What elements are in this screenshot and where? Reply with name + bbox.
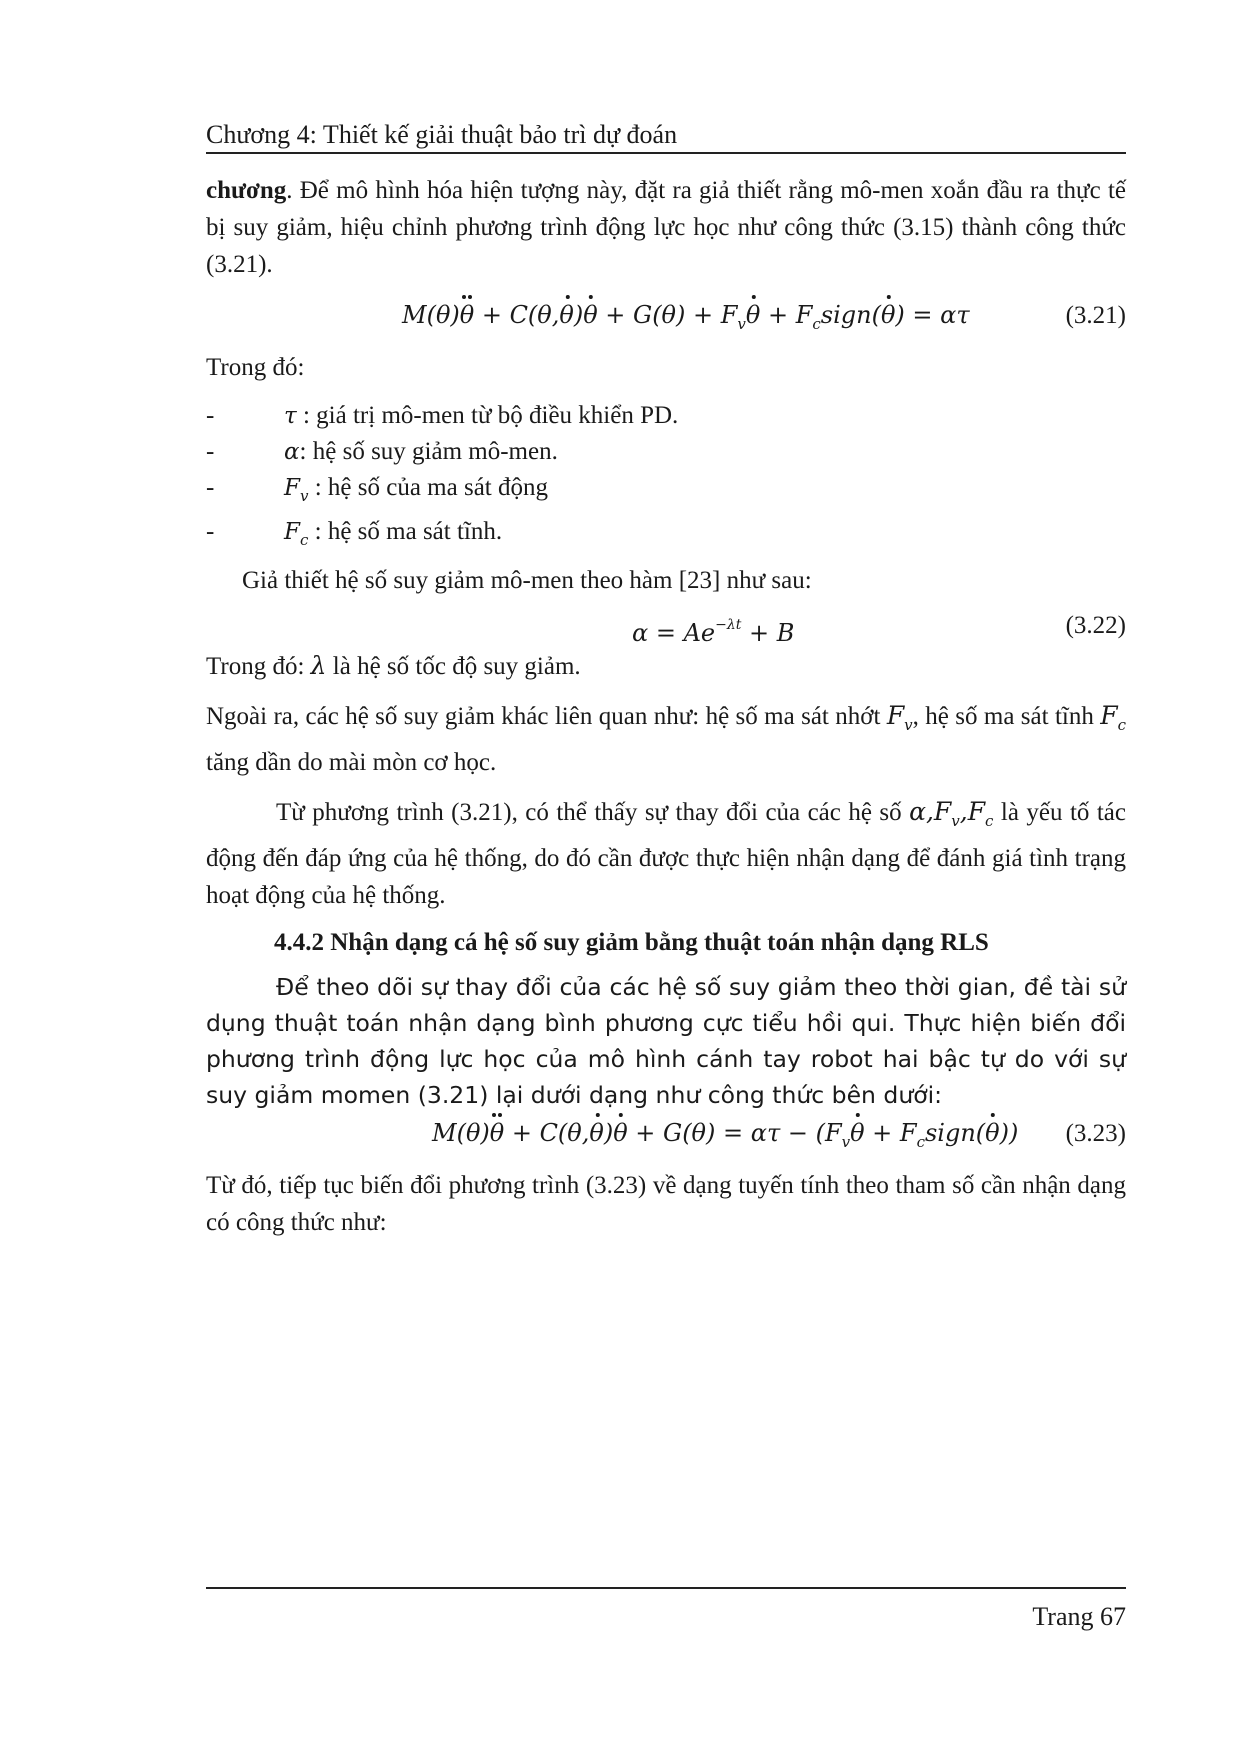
assumption-text: Giả thiết hệ số suy giảm mô-men theo hàm [23] như sau: [242,567,812,594]
page-number: Trang 67 [1032,1602,1126,1631]
intro-paragraph [206,172,1126,283]
final-paragraph: Từ đó, tiếp tục biến đổi phương trình (3.23) về dạng tuyến tính theo tham số cần nhận dạng có công thức như: [206,1172,1126,1236]
section-heading: 4.4.2 Nhận dạng cá hệ số suy giảm bằng thuật toán nhận dạng RLS [274,929,989,956]
list-item: - $F_c$ : hệ số ma sát tĩnh. [206,518,503,549]
list-item: - τ : giá trị mô-men từ bộ điều khiển PD. [206,402,679,429]
footer-rule [206,1587,1126,1589]
intro-bold-lead: chương [206,177,287,204]
equation-3-21 [206,289,1126,337]
list-item: - $F_v$ : hệ số của ma sát động [206,474,548,505]
rls-paragraph: Để theo dõi sự thay đổi của các hệ số suy giảm theo thời gian, đề tài sử dụng thuật toán nhận dạng bình phương cực tiểu hồi qui. Thực hiện biến đổi phương trình động lực học của mô hình cánh tay robot hai bậc tự do với sự suy giảm momen (3.21) lại dưới dạng như công thức bên dưới: [206,973,1126,1109]
analysis-paragraph: Từ phương trình (3.21), có thể thấy sự thay đổi của các hệ số $\alpha,F_v,F_c$ là yếu tố tác động đến đáp ứng của hệ thống, do đó cần được thực hiện nhận dạng để đánh giá tình trạng hoạt động của hệ thống. [206,797,1126,909]
equation-3-21-number: (3.21) [1065,302,1126,329]
header-rule [206,152,1126,154]
equation-3-22 [206,599,1126,647]
equation-3-22-body: $\alpha = Ae^{-\lambda t} + B$ [632,617,795,647]
list-item: - α: hệ số suy giảm mô-men. [206,438,558,465]
equation-3-23 [206,1113,1126,1155]
lambda-symbol: λ [310,651,327,680]
equation-3-23-number: (3.23) [1065,1120,1126,1147]
other-coeffs-paragraph: Ngoài ra, các hệ số suy giảm khác liên quan như: hệ số ma sát nhớt $F_v$, hệ số ma sát tĩnh $F_c$ tăng dần do mài mòn cơ học. [206,701,1126,776]
where-label: Trong đó: [206,354,305,381]
lambda-line: Trong đó: λ là hệ số tốc độ suy giảm. [206,651,581,680]
intro-text: . Để mô hình hóa hiện tượng này, đặt ra giả thiết rằng mô-men xoắn đầu ra thực tế bị suy giảm, hiệu chỉnh phương trình động lực học như công thức (3.15) thành công thức (3.21). [206,177,1126,278]
page-content [206,172,1126,1241]
equation-3-21-body: $M(\theta)\theta + C(\theta,\theta)\theta + G(\theta) + F_v\theta$ + $F_csign(\theta) = \alpha\tau$ [402,297,970,343]
chapter-header: Chương 4: Thiết kế giải thuật bảo trì dự đoán [206,120,678,149]
equation-3-23-body: $M(\theta)\theta + C(\theta,\theta)\theta + G(\theta) = \alpha\tau - (F_v\theta$ + $F_csign(\theta)$) [432,1115,1018,1161]
symbol-list [206,398,1126,558]
equation-3-22-number: (3.22) [1065,612,1126,639]
